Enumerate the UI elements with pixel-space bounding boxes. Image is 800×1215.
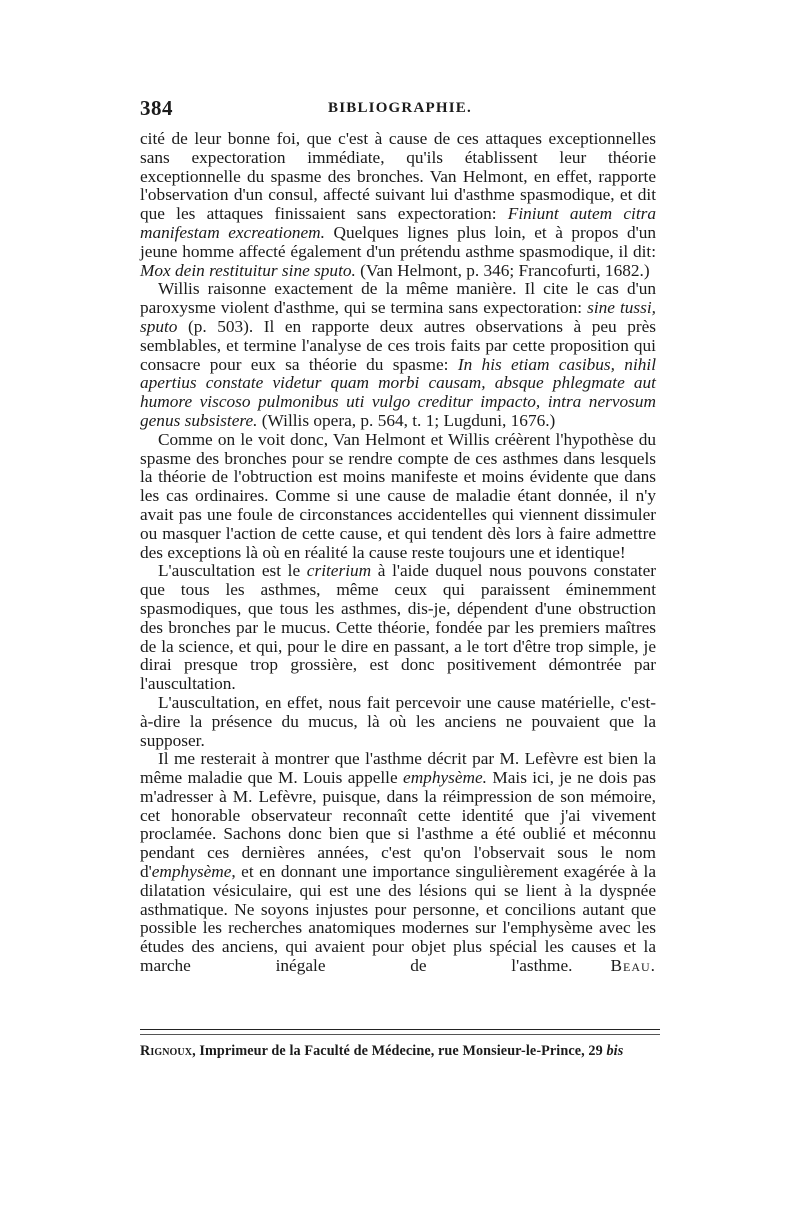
text-span: Quelques lignes plus loin, et à propos d'un jeune homme affecté également d'un prétendu asthme spasmodique, il dit:	[140, 222, 657, 261]
text-span: Mais ici, je ne dois pas m'adresser à M. Lefèvre, puisque, dans la réimpression de son mémoire, cet honorable observateur reconnaît cette identité que j'ai vivement proclamée. Sachons donc bien que si l'asthme a été oublié et méconnu pendant ces dernières années, c'est qu'on l'observait sous le nom d'	[140, 768, 656, 882]
italic-term: emphysème.	[403, 768, 487, 788]
latin-quote: Finiunt autem citra manifestam excreationem.	[140, 204, 656, 242]
latin-quote: Mox dein restituitur sine sputo.	[140, 260, 356, 280]
text-span: Il me resterait à montrer que l'asthme décrit par M. Lefèvre est bien la même maladie que M. Louis appelle	[140, 749, 656, 788]
text-span: L'auscultation, en effet, nous fait percevoir une cause matérielle, c'est-à-dire la présence du mucus, là où les anciens ne pouvaient que la supposer.	[140, 692, 656, 750]
latin-quote: In his etiam casibus, nihil apertius constate videtur quam morbi causam, absque phlegmate aut humore viscoso pulmonibus uti vulgo creditur impacto, intra nervosum genus subsistere.	[140, 354, 656, 430]
paragraph-1	[140, 130, 656, 280]
imprint-text: , Imprimeur de la Faculté de Médecine, rue Monsieur-le-Prince, 29	[192, 1043, 607, 1059]
printer-name: Rignoux	[140, 1043, 193, 1059]
text-span: cité de leur bonne foi, que c'est à cause de ces attaques exceptionnelles sans expectoration immédiate, qu'ils établissent leur théorie exceptionnelle du spasme des bronches. Van Helmont, en effet, rapporte l'observation d'un consul, affecté suivant lui d'asthme spasmodique, et dit que les attaques finissaient sans expectoration:	[140, 129, 656, 224]
text-span: , et en donnant une importance singulièrement exagérée à la dilatation vésiculaire, qui est une des lésions qui se lient à la dyspnée asthmatique. Ne soyons injustes pour personne, et concilions autant que possible les recherches anatomiques modernes sur l'emphysème avec les études des anciens, qui avaient pour objet plus spécial les causes et la marche inégale de l'asthme.	[140, 862, 656, 976]
running-title: BIBLIOGRAPHIE.	[328, 100, 472, 116]
italic-term: criterium	[306, 561, 372, 581]
paragraph-4	[140, 562, 656, 694]
paragraph-6	[140, 750, 656, 976]
paragraph-5	[140, 694, 656, 750]
paragraph-3	[140, 431, 656, 563]
author-signature: Beau.	[610, 956, 656, 976]
text-span: (p. 503). Il en rapporte deux autres observations à peu près semblables, et termine l'analyse de ces trois faits par cette proposition qui consacre pour eux sa théorie du spasme:	[140, 316, 656, 374]
italic-term: emphysème	[151, 862, 232, 882]
paragraph-2	[140, 280, 656, 430]
page-number: 384	[140, 96, 173, 120]
text-span: L'auscultation est le	[158, 561, 307, 581]
running-head	[140, 96, 656, 124]
citation: (Willis opera, p. 564, t. 1; Lugduni, 1676.)	[257, 410, 556, 430]
page	[140, 96, 656, 976]
latin-quote: sine tussi, sputo	[140, 298, 656, 336]
printer-imprint	[140, 1043, 662, 1060]
text-span: Willis raisonne exactement de la même manière. Il cite le cas d'un paroxysme violent d'asthme, qui se termina sans expectoration:	[140, 279, 656, 318]
imprint-suffix: bis	[606, 1043, 624, 1059]
citation: (Van Helmont, p. 346; Francofurti, 1682.)	[355, 260, 650, 280]
footer-rule-thin	[140, 1034, 660, 1035]
body-text	[140, 130, 656, 976]
text-span: Comme on le voit donc, Van Helmont et Willis créèrent l'hypothèse du spasme des bronches pour se rendre compte de ces asthmes dans lesquels la théorie de l'obtruction est moins manifeste et moins évidente que dans les cas ordinaires. Comme si une cause de maladie étant donnée, il n'y avait pas une foule de circonstances accidentelles qui viennent dissimuler ou masquer l'action de cette cause, et qui tendent dès lors à faire admettre des exceptions là où en réalité la cause reste toujours une et identique!	[140, 429, 656, 562]
text-span: à l'aide duquel nous pouvons constater que tous les asthmes, même ceux qui paraissent éminemment spasmodiques, que tous les asthmes, dis-je, dépendent d'une obstruction des bronches par le mucus. Cette théorie, fondée par les premiers maîtres de la science, et qui, pour le dire en passant, a le tort d'être trop simple, je dirai presque trop grossière, est donc positivement démontrée par l'auscultation.	[140, 561, 656, 694]
footer-rule	[140, 1029, 660, 1030]
